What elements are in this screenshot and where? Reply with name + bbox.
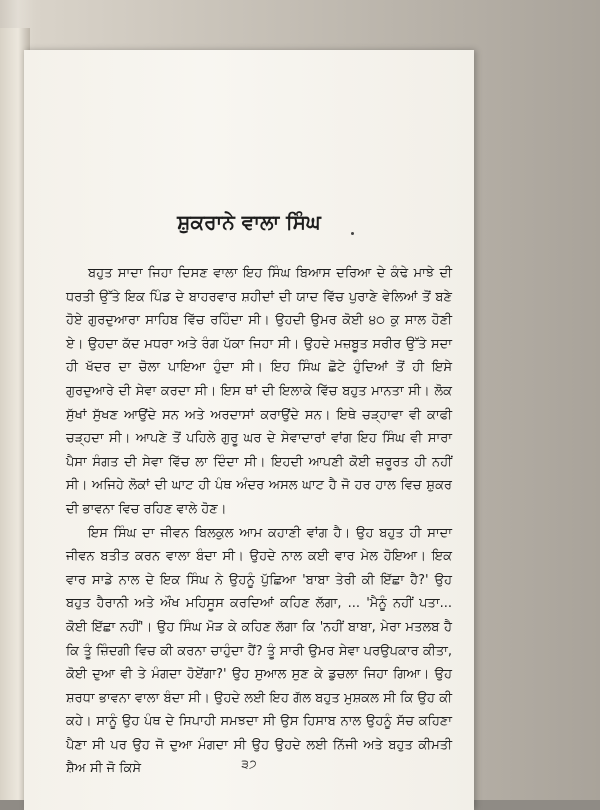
paragraph-1: ਬਹੁਤ ਸਾਦਾ ਜਿਹਾ ਦਿਸਣ ਵਾਲਾ ਇਹ ਸਿੰਘ ਬਿਆਸ ਦਰਿਆ ਦੇ ਕੰਢੇ ਮਾਝੇ ਦੀ ਧਰਤੀ ਉੱਤੇ ਇਕ ਪਿੰਡ ਦੇ ਬਾਹਰਵਾਰ ਸ਼ਹੀਦਾਂ ਦੀ ਯਾਦ ਵਿੱਚ ਪੁਰਾਣੇ ਵੇਲਿਆਂ ਤੋਂ ਬਣੇ ਹੋਏ ਗੁਰਦੁਆਰਾ ਸਾਹਿਬ ਵਿੱਚ ਰਹਿੰਦਾ ਸੀ। ਉਹਦੀ ਉਮਰ ਕੋਈ ੪੦ ਕੁ ਸਾਲ ਹੋਣੀ ਏ। ਉਹਦਾ ਕੱਦ ਮਧਰਾ ਅਤੇ ਰੰਗ ਪੱਕਾ ਜਿਹਾ ਸੀ। ਉਹਦੇ ਮਜ਼ਬੂਤ ਸਰੀਰ ਉੱਤੇ ਸਦਾ ਹੀ ਖੱਦਰ ਦਾ ਚੋਲਾ ਪਾਇਆ ਹੁੰਦਾ ਸੀ। ਇਹ ਸਿੰਘ ਛੋਟੇ ਹੁੰਦਿਆਂ ਤੋਂ ਹੀ ਇਸੇ ਗੁਰਦੁਆਰੇ ਦੀ ਸੇਵਾ ਕਰਦਾ ਸੀ। ਇਸ ਥਾਂ ਦੀ ਇਲਾਕੇ ਵਿੱਚ ਬਹੁਤ ਮਾਨਤਾ ਸੀ। ਲੋਕ ਸੁੱਖਾਂ ਸੁੱਖਣ ਆਉਂਦੇ ਸਨ ਅਤੇ ਅਰਦਾਸਾਂ ਕਰਾਉਂਦੇ ਸਨ। ਇਥੇ ਚੜ੍ਹਾਵਾ ਵੀ ਕਾਫੀ ਚੜ੍ਹਦਾ ਸੀ। ਆਪਣੇ ਤੋਂ ਪਹਿਲੇ ਗੁਰੂ ਘਰ ਦੇ ਸੇਵਾਦਾਰਾਂ ਵਾਂਗ ਇਹ ਸਿੰਘ ਵੀ ਸਾਰਾ ਪੈਸਾ ਸੰਗਤ ਦੀ ਸੇਵਾ ਵਿੱਚ ਲਾ ਦਿੰਦਾ ਸੀ। ਇਹਦੀ ਆਪਣੀ ਕੋਈ ਜ਼ਰੂਰਤ ਹੀ ਨਹੀਂ ਸੀ। ਅਜਿਹੇ ਲੋਕਾਂ ਦੀ ਘਾਟ ਹੀ ਪੰਥ ਅੰਦਰ ਅਸਲ ਘਾਟ ਹੈ ਜੋ ਹਰ ਹਾਲ ਵਿਚ ਸ਼ੁਕਰ ਦੀ ਭਾਵਨਾ ਵਿਚ ਰਹਿਣ ਵਾਲੇ ਹੋਣ। xyxy=(66,266,452,517)
paragraph-2: ਇਸ ਸਿੰਘ ਦਾ ਜੀਵਨ ਬਿਲਕੁਲ ਆਮ ਕਹਾਣੀ ਵਾਂਗ ਹੈ। ਉਹ ਬਹੁਤ ਹੀ ਸਾਦਾ ਜੀਵਨ ਬਤੀਤ ਕਰਨ ਵਾਲਾ ਬੰਦਾ ਸੀ। ਉਹਦੇ ਨਾਲ ਕਈ ਵਾਰ ਮੇਲ ਹੋਇਆ। ਇਕ ਵਾਰ ਸਾਡੇ ਨਾਲ ਦੇ ਇਕ ਸਿੰਘ ਨੇ ਉਹਨੂੰ ਪੁੱਛਿਆ 'ਬਾਬਾ ਤੇਰੀ ਕੀ ਇੱਛਾ ਹੈ?' ਉਹ ਬਹੁਤ ਹੈਰਾਨੀ ਅਤੇ ਔਖ ਮਹਿਸੂਸ ਕਰਦਿਆਂ ਕਹਿਣ ਲੱਗਾ, ... 'ਮੈਨੂੰ ਨਹੀਂ ਪਤਾ... ਕੋਈ ਇੱਛਾ ਨਹੀਂ'। ਉਹ ਸਿੰਘ ਮੋੜ ਕੇ ਕਹਿਣ ਲੱਗਾ ਕਿ 'ਨਹੀਂ ਬਾਬਾ, ਮੇਰਾ ਮਤਲਬ ਹੈ ਕਿ ਤੂੰ ਜ਼ਿੰਦਗੀ ਵਿਚ ਕੀ ਕਰਨਾ ਚਾਹੁੰਦਾ ਹੈਂ? ਤੂੰ ਸਾਰੀ ਉਮਰ ਸੇਵਾ ਪਰਉਪਕਾਰ ਕੀਤਾ, ਕੋਈ ਦੁਆ ਵੀ ਤੇ ਮੰਗਦਾ ਹੋਏਂਗਾ?' ਉਹ ਸੁਆਲ ਸੁਣ ਕੇ ਡੁਚਲਾ ਜਿਹਾ ਗਿਆ। ਉਹ ਸ਼ਰਧਾ ਭਾਵਨਾ ਵਾਲਾ ਬੰਦਾ ਸੀ। ਉਹਦੇ ਲਈ ਇਹ ਗੱਲ ਬਹੁਤ ਮੁਸ਼ਕਲ ਸੀ ਕਿ ਉਹ ਕੀ ਕਹੇ। ਸਾਨੂੰ ਉਹ ਪੰਥ ਦੇ ਸਿਪਾਹੀ ਸਮਝਦਾ ਸੀ ਉਸ ਹਿਸਾਬ ਨਾਲ ਉਹਨੂੰ ਸੱਚ ਕਹਿਣਾ ਪੈਣਾ ਸੀ ਪਰ ਉਹ ਜੋ ਦੁਆ ਮੰਗਦਾ ਸੀ ਉਹ ਉਹਦੇ ਲਈ ਨਿੱਜੀ ਅਤੇ ਬਹੁਤ ਕੀਮਤੀ ਸ਼ੈਅ ਸੀ ਜੋ ਕਿਸੇ xyxy=(66,525,452,777)
ink-speck xyxy=(351,232,354,235)
page-number: ੩੭ xyxy=(241,757,257,771)
chapter-title: ਸ਼ੁਕਰਾਨੇ ਵਾਲਾ ਸਿੰਘ xyxy=(177,210,321,234)
body-text xyxy=(66,262,452,781)
